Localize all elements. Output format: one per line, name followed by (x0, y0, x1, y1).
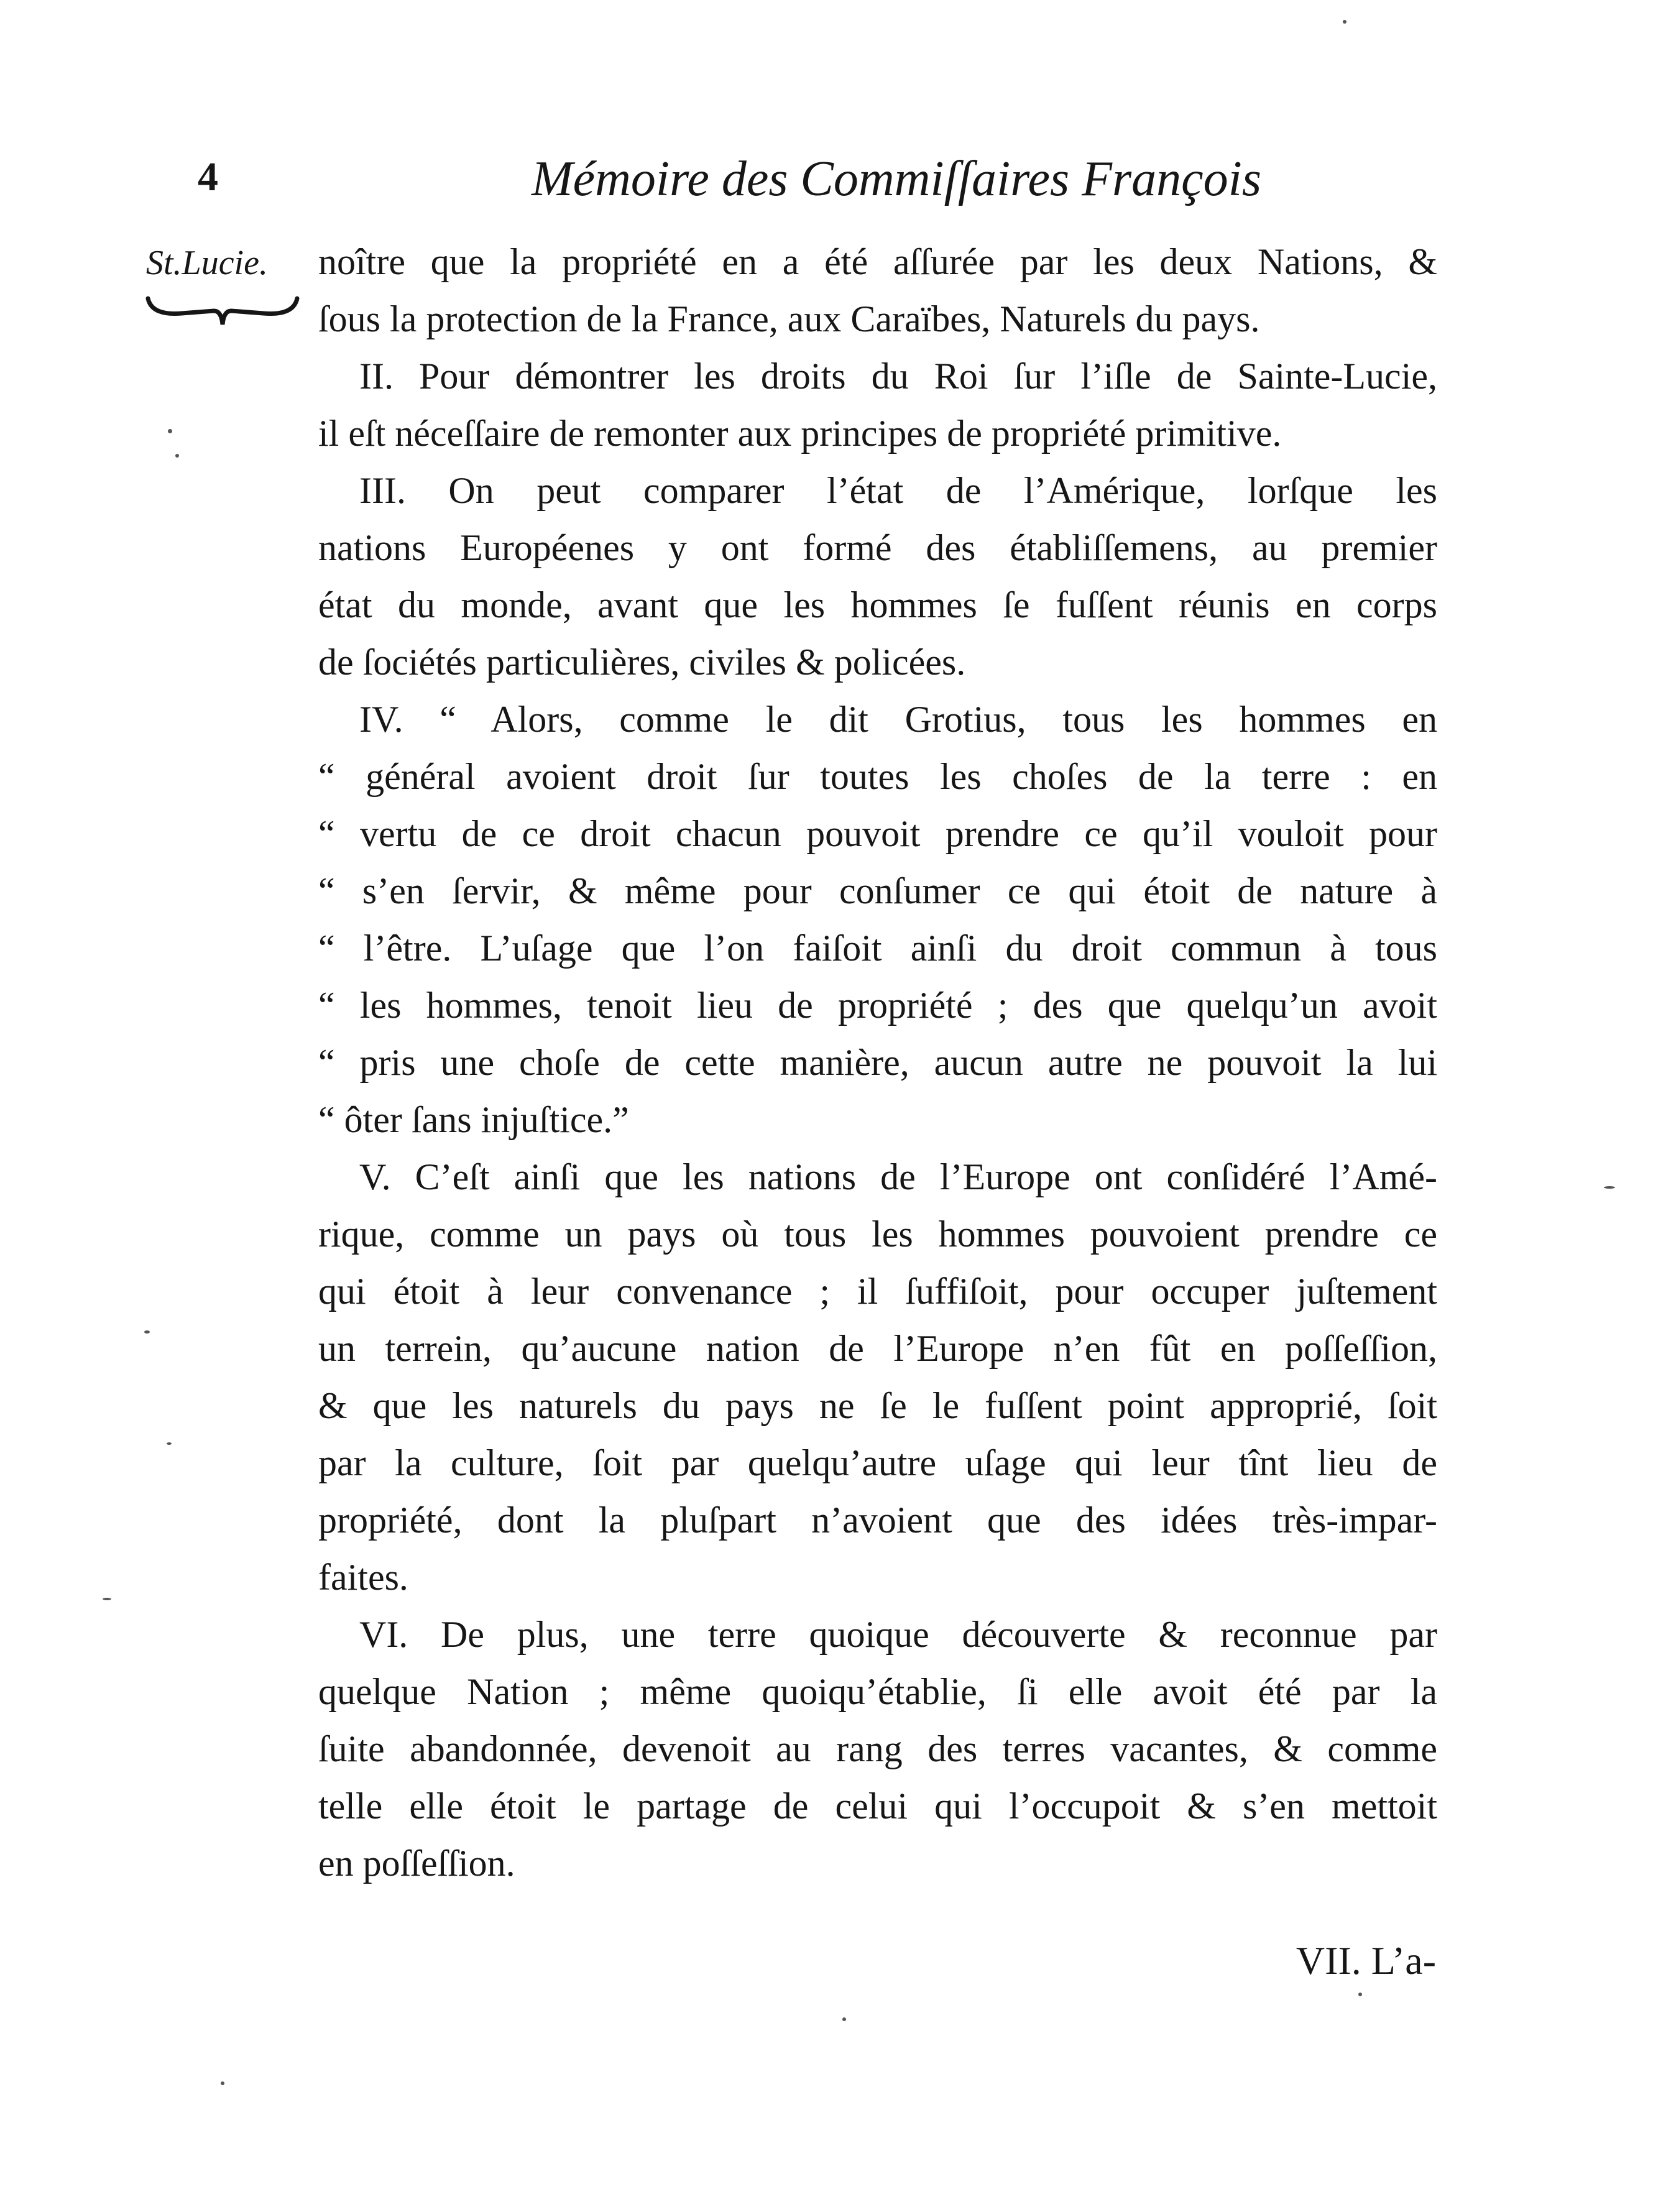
text-line: VI. De plus, une terre quoique découverte & reconnue par (359, 1614, 1437, 1655)
text-line: ſous la protection de la France, aux Caraïbes, Naturels du pays. (318, 298, 1260, 339)
text-line: “ général avoient droit ſur toutes les choſes de la terre : en (318, 756, 1437, 797)
ink-speck (167, 1442, 172, 1445)
text-line: qui étoit à leur convenance ; il ſuffiſoit, pour occuper juſtement (318, 1271, 1437, 1312)
text-line: rique, comme un pays où tous les hommes pouvoient prendre ce (318, 1214, 1437, 1255)
text-line: “ vertu de ce droit chacun pouvoit prendre ce qu’il vouloit pour (318, 813, 1437, 854)
ink-speck (221, 2081, 224, 2085)
text-line: II. Pour démontrer les droits du Roi ſur l’iſle de Sainte-Lucie, (359, 356, 1437, 397)
text-line: il eſt néceſſaire de remonter aux principes de propriété primitive. (318, 413, 1282, 454)
text-line: noître que la propriété en a été aſſurée par les deux Nations, & (318, 241, 1437, 282)
margin-brace (144, 292, 301, 327)
text-line: IV. “ Alors, comme le dit Grotius, tous les hommes en (359, 699, 1437, 740)
body-text (318, 233, 1437, 1892)
running-head: Mémoire des Commiſſaires François (532, 152, 1261, 206)
text-line: en poſſeſſion. (318, 1843, 515, 1884)
ink-speck (144, 1330, 150, 1334)
text-line: état du monde, avant que les hommes ſe fuſſent réunis en corps (318, 584, 1437, 625)
text-line: “ pris une choſe de cette manière, aucun autre ne pouvoit la lui (318, 1042, 1437, 1083)
text-line: par la culture, ſoit par quelqu’autre uſage qui leur tînt lieu de (318, 1442, 1437, 1483)
text-line: “ s’en ſervir, & même pour conſumer ce qui étoit de nature à (318, 870, 1437, 911)
text-line: de ſociétés particulières, civiles & policées. (318, 642, 966, 683)
text-line: telle elle étoit le partage de celui qui l’occupoit & s’en mettoit (318, 1786, 1437, 1827)
ink-speck (842, 2017, 846, 2021)
text-line: propriété, dont la pluſpart n’avoient que des idées très-impar- (318, 1500, 1437, 1541)
ink-speck (1343, 20, 1346, 24)
margin-note: St.Lucie. (146, 244, 268, 282)
catchword: VII. L’a- (1296, 1938, 1436, 1983)
text-line: quelque Nation ; même quoiqu’établie, ſi elle avoit été par la (318, 1671, 1437, 1712)
text-line: III. On peut comparer l’état de l’Amérique, lorſque les (359, 470, 1437, 511)
ink-speck (1358, 1993, 1362, 1996)
page-number: 4 (198, 154, 218, 200)
text-line: “ l’être. L’uſage que l’on faiſoit ainſi du droit commun à tous (318, 928, 1437, 969)
text-line: & que les naturels du pays ne ſe le fuſſent point approprié, ſoit (318, 1385, 1437, 1426)
text-line: nations Européenes y ont formé des établiſſemens, au premier (318, 527, 1437, 568)
ink-speck (1604, 1186, 1615, 1189)
text-line: V. C’eſt ainſi que les nations de l’Europe ont conſidéré l’Amé- (359, 1156, 1437, 1197)
text-line: “ ôter ſans injuſtice.” (318, 1099, 629, 1140)
ink-speck (103, 1598, 111, 1600)
text-line: “ les hommes, tenoit lieu de propriété ; des que quelqu’un avoit (318, 985, 1437, 1026)
text-line: faites. (318, 1557, 408, 1598)
ink-speck (175, 454, 179, 458)
ink-speck (168, 429, 172, 433)
text-line: ſuite abandonnée, devenoit au rang des terres vacantes, & comme (318, 1728, 1437, 1769)
text-line: un terrein, qu’aucune nation de l’Europe n’en fût en poſſeſſion, (318, 1328, 1437, 1369)
